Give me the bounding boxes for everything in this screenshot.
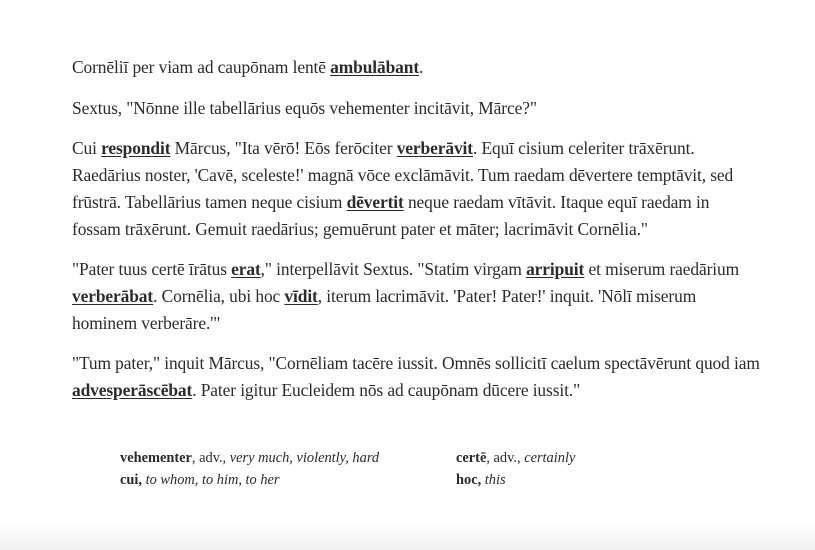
glossary-term: hoc, (456, 472, 482, 488)
glossary-part-of-speech: , adv., (191, 450, 230, 466)
glossary-definition: very much, violently, hard (229, 450, 380, 466)
glossary-term: cui, (120, 472, 142, 488)
glossary-part-of-speech: , adv., (486, 450, 525, 466)
reading-passage (72, 54, 762, 418)
highlighted-verb: arripuit (526, 259, 585, 280)
vocabulary-glossary (120, 447, 680, 491)
passage-paragraph (72, 256, 762, 336)
passage-text: Mārcus, "Ita vērō! Eōs ferōciter (170, 138, 397, 159)
passage-text: , iterum lacrimāvit. 'Pater! Pater!' inquit. 'Nōlī miserum hominem verberāre.'" (72, 285, 697, 333)
highlighted-verb: respondit (101, 138, 171, 159)
highlighted-verb: advesperāscēbat (72, 380, 193, 401)
passage-paragraph (72, 95, 762, 122)
highlighted-verb: vīdit (284, 285, 318, 306)
passage-text: et miserum raedārium (584, 259, 740, 280)
passage-text: neque raedam vītāvit. Itaque equī raedam in fossam trāxērunt. Gemuit raedārius; gemuērunt pater et māter; lacrimāvit Cornēlia." (72, 191, 710, 239)
passage-text: . Pater igitur Eucleidem nōs ad caupōnam dūcere iussit." (192, 380, 581, 401)
highlighted-verb: verberābat (72, 285, 154, 306)
passage-paragraph (72, 350, 762, 403)
highlighted-verb: dēvertit (346, 191, 404, 212)
glossary-definition: certainly (524, 450, 576, 466)
glossary-entry (120, 447, 456, 469)
page-bottom-shadow (0, 520, 815, 550)
glossary-row (120, 469, 680, 491)
passage-text: . Equī cisium celeriter trāxērunt. Raedārius noster, 'Cavē, sceleste!' magnā vōce exclāmāvit. Tum raedam dēvertere temptāvit, sed frūstrā. Tabellārius tamen neque cisium (72, 138, 734, 212)
highlighted-verb: ambulābant (330, 57, 420, 77)
highlighted-verb: verberāvit (396, 138, 473, 159)
glossary-entry (120, 469, 456, 491)
glossary-term: certē (456, 450, 487, 466)
passage-text: . (419, 57, 424, 77)
passage-text: Sextus, "Nōnne ille tabellārius equōs vehementer incitāvit, Mārce?" (72, 97, 537, 118)
highlighted-verb: erat (231, 259, 261, 280)
glossary-entry (456, 447, 575, 469)
passage-text: "Pater tuus certē īrātus (72, 259, 232, 280)
glossary-definition: to whom, to him, to her (145, 472, 280, 488)
glossary-term: vehementer (120, 450, 192, 466)
passage-text: Cui (72, 138, 102, 159)
passage-paragraph (72, 135, 762, 242)
passage-paragraph (72, 54, 762, 81)
passage-text: ," interpellāvit Sextus. "Statim virgam (260, 259, 527, 280)
glossary-entry (456, 469, 506, 491)
glossary-row (120, 447, 680, 469)
passage-text: . Cornēlia, ubi hoc (153, 285, 285, 306)
glossary-definition: this (484, 472, 506, 488)
passage-text: Cornēliī per viam ad caupōnam lentē (72, 57, 331, 77)
passage-text: "Tum pater," inquit Mārcus, "Cornēliam tacēre iussit. Omnēs sollicitī caelum spectāvērunt quod iam (72, 353, 760, 374)
